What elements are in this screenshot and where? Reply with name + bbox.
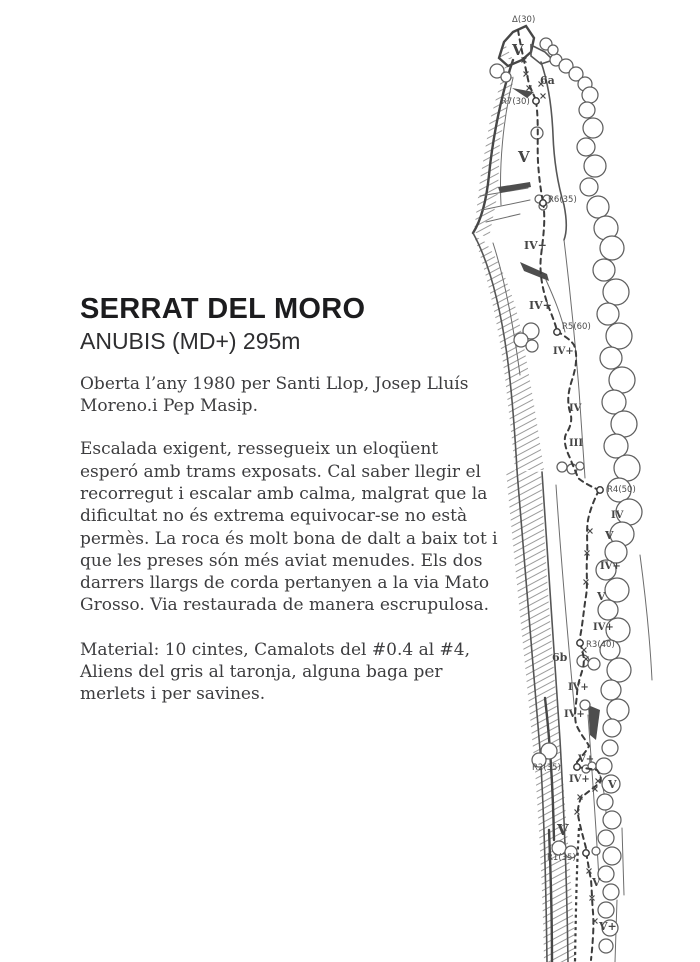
pitch-grade-label: 6b: [552, 651, 568, 664]
pitch-grade-label: V: [518, 148, 530, 166]
pitch-grade-label: III: [569, 438, 584, 449]
route-description-column: [80, 293, 498, 705]
pitch-grade-label: V: [597, 590, 606, 603]
belay-label-r5: R5(60): [562, 322, 591, 332]
pitch-grade-label: V: [605, 529, 614, 542]
pitch-grade-label: V+: [599, 920, 617, 933]
pitch-grade-label: IV+: [593, 622, 614, 633]
pitch-grade-label: IV+: [553, 346, 574, 357]
pitch-grade-label: IV+: [568, 682, 589, 693]
pitch-grade-label: V: [592, 876, 601, 889]
topo-drawing: [470, 0, 700, 962]
route-name-grade: ANUBIS (MD+) 295m: [80, 328, 301, 355]
pitch-grade-label: V: [608, 778, 617, 791]
climbing-topo-illustration: [470, 0, 700, 962]
pitch-grade-label: IV: [611, 510, 624, 521]
description-paragraph: Escalada exigent, ressegueix un eloqüent esperó amb trams exposats. Cal saber llegir el recorregut i escalar amb calma, malgrat que la dificultat no és extrema equivocar-se no està permès. La roca és molt bona de dalt a baix tot i que les preses són més aviat menudes. Els dos darrers llargs de corda pertanyen a la via Mato Grosso. Via restaurada de manera escrupulosa.: [80, 439, 498, 616]
pitch-grade-label: IV+: [569, 774, 590, 785]
pitch-grade-label: IV+: [600, 561, 621, 572]
belay-label-r7: R7(30): [501, 97, 530, 107]
pitch-grade-label: IV+: [529, 299, 552, 312]
summit-rappel-label: Δ(30): [512, 15, 536, 25]
belay-label-r2: R2(35): [532, 763, 561, 773]
pitch-grade-label: IV+: [524, 239, 547, 252]
belay-label-r1: R1(35): [547, 853, 576, 863]
pitch-grade-label: IV: [569, 403, 582, 414]
first-ascent-paragraph: Oberta l’any 1980 per Santi Llop, Josep Lluís Moreno.i Pep Masip.: [80, 373, 469, 417]
pitch-grade-label: V: [512, 41, 524, 59]
pitch-grade-label: V+: [578, 754, 595, 765]
page-title: SERRAT DEL MORO: [80, 293, 366, 325]
belay-label-r3: R3(40): [586, 640, 615, 650]
pitch-grade-label: 6a: [540, 74, 555, 87]
pitch-grade-label: IV+: [564, 709, 585, 720]
belay-label-r6: R6(35): [548, 195, 577, 205]
pitch-grade-label: V: [557, 821, 569, 839]
material-paragraph: Material: 10 cintes, Camalots del #0.4 al #4, Aliens del gris al taronja, alguna baga per merlets i per savines.: [80, 639, 471, 705]
belay-label-r4: R4(50): [607, 485, 636, 495]
